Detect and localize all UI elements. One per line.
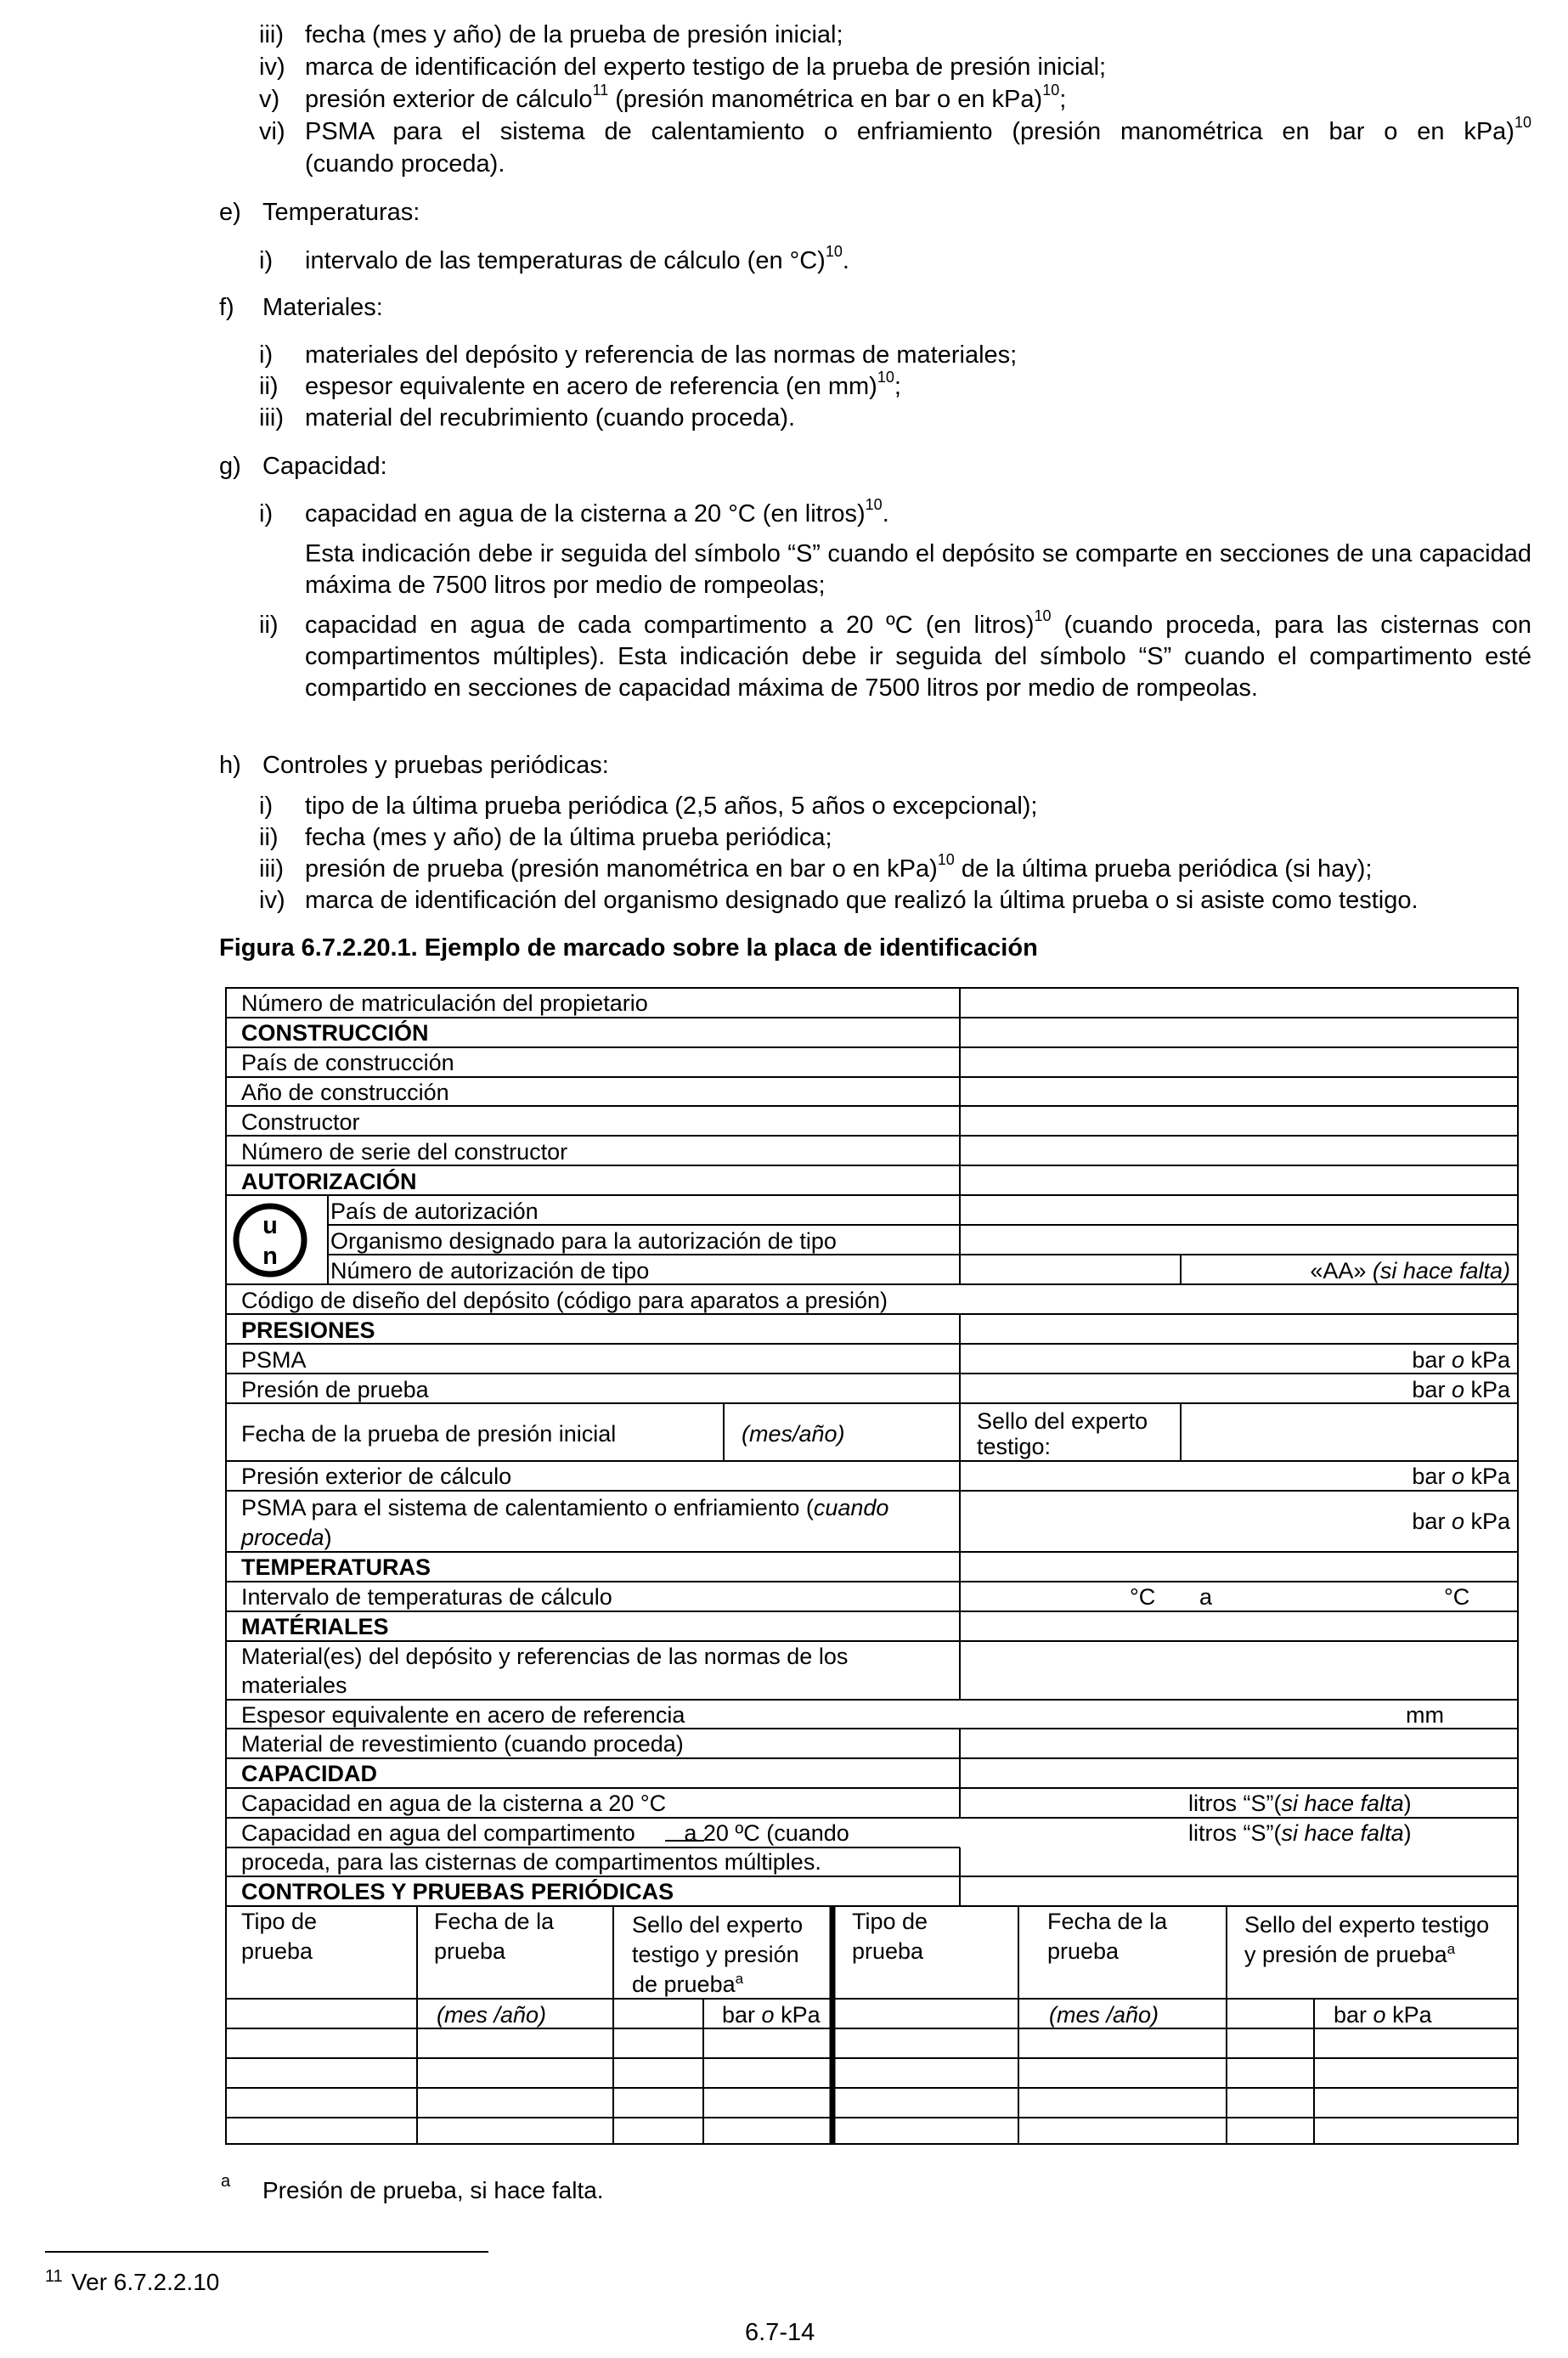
section-letter: h) [219,752,241,779]
section-header: AUTORIZACIÓN [241,1169,417,1194]
un-symbol [236,1206,304,1274]
column-header: Fecha de la [434,1909,555,1934]
unit: bar o kPa [1412,1377,1510,1402]
unit: bar o kPa [1334,2002,1432,2028]
cell-label: Material de revestimiento (cuando proceda) [241,1731,684,1757]
cell-label: PSMA [241,1347,307,1373]
cell-label: Número de matriculación del propietario [241,990,648,1016]
item-number: vi) [259,118,285,145]
cell-label: País de autorización [330,1199,539,1224]
footnote-text: Presión de prueba, si hace falta. [262,2177,604,2203]
unit: bar o kPa [1412,1509,1510,1534]
cell-label: Fecha de la prueba de presión inicial [241,1421,617,1447]
item-note: Esta indicación debe ir seguida del símbolo “S” cuando el depósito se comparte en secciones de una capacidad máxima de 7500 litros por medio de rompeolas; [305,540,1531,599]
unit: litros “S”(si hace falta) [1188,1791,1412,1816]
section-header: MATÉRIALES [241,1614,389,1639]
section-header: CAPACIDAD [241,1761,377,1786]
figure-title: Figura 6.7.2.20.1. Ejemplo de marcado sobre la placa de identificación [219,934,1038,962]
cell-label: Presión de prueba [241,1377,429,1402]
item-number: i) [259,500,274,527]
cell-label: País de construcción [241,1050,454,1075]
item-number: ii) [259,612,279,639]
item-text: fecha (mes y año) de la última prueba periódica; [305,824,832,851]
unit: bar o kPa [722,2002,821,2028]
cell-label: Número de autorización de tipo [330,1258,650,1283]
cell-label: Organismo designado para la autorización de tipo [330,1228,837,1254]
column-header: prueba [241,1938,313,1964]
item-text: PSMA para el sistema de calentamiento o enfriamiento (presión manométrica en bar o en kPa)$^{10}$ [305,114,1531,145]
item-number: iii) [259,855,284,883]
item-number: iv) [259,887,285,914]
column-header: testigo y presión [632,1942,799,1967]
cell-label: Año de construcción [241,1080,449,1105]
cell-label: Constructor [241,1109,360,1135]
section-letter: e) [219,199,241,226]
column-header: de prueba$^a$ [632,1971,744,1997]
section-header: CONSTRUCCIÓN [241,1020,429,1046]
item-number: v) [259,86,280,113]
footnote-text: Ver 6.7.2.2.10 [71,2269,220,2295]
item-text: material del recubrimiento (cuando proceda). [305,404,796,432]
section-header: CONTROLES Y PRUEBAS PERIÓDICAS [241,1879,674,1904]
item-text: capacidad en agua de cada compartimento a 20 ºC (en litros)$^{10}$ (cuando proceda, para las cisternas con compartimentos múltiples). Esta indicación debe ir seguida del símbolo “S” cuando el compartimento esté compartido en secciones de capacidad máxima de 7500 litros por medio de rompeolas. [305,607,1531,702]
footnote-marker: 11 [45,2267,63,2286]
column-header: prueba [852,1938,924,1964]
column-header: Sello del experto testigo [1244,1912,1490,1938]
cell-label: Espesor equivalente en acero de referencia [241,1702,685,1728]
item-text: capacidad en agua de la cisterna a 20 °C (en litros)$^{10}$. [305,496,889,527]
section-heading: Capacidad: [262,453,387,480]
item-number: iii) [259,21,284,48]
section-header: TEMPERATURAS [241,1554,431,1580]
cell-label: Presión exterior de cálculo [241,1464,512,1489]
item-number: iv) [259,54,285,81]
cell-label: materiales [241,1673,347,1698]
cell-value: «AA» (si hace falta) [1310,1258,1510,1283]
column-header: Tipo de [852,1909,928,1934]
cell-label: Sello del experto [977,1408,1148,1434]
cell-label: proceda, para las cisternas de compartimentos múltiples. [241,1849,821,1875]
cell-value: (mes /año) [437,2002,547,2028]
unit: bar o kPa [1412,1347,1510,1373]
column-header: Tipo de [241,1909,318,1934]
item-text: materiales del depósito y referencia de las normas de materiales; [305,341,1018,369]
item-number: i) [259,793,274,820]
cell-label: Código de diseño del depósito (código para aparatos a presión) [241,1288,888,1313]
svg-text:n: n [262,1243,278,1270]
identification-plate [0,968,1568,2158]
footnote-rule [45,2251,488,2253]
unit: litros “S”(si hace falta) [1188,1820,1412,1846]
item-text: espesor equivalente en acero de referencia (en mm)$^{10}$; [305,369,901,400]
unit: a [1199,1584,1213,1610]
column-header: y presión de prueba$^a$ [1244,1941,1456,1967]
column-header: prueba [434,1938,506,1964]
section-heading: Controles y pruebas periódicas: [262,752,609,779]
item-text: marca de identificación del organismo designado que realizó la última prueba o si asiste como testigo. [305,887,1419,914]
item-number: ii) [259,373,279,400]
item-text: tipo de la última prueba periódica (2,5 años, 5 años o excepcional); [305,793,1038,820]
column-header: Sello del experto [632,1912,804,1938]
cell-label: proceda) [241,1525,332,1550]
item-text: presión de prueba (presión manométrica en bar o en kPa)$^{10}$ de la última prueba periódica (si hay); [305,851,1373,883]
cell-label: Material(es) del depósito y referencias de las normas de los [241,1644,849,1669]
cell-label: Capacidad en agua de la cisterna a 20 °C [241,1791,667,1816]
cell-label: Intervalo de temperaturas de cálculo [241,1584,612,1610]
cell-label: testigo: [977,1434,1052,1459]
section-letter: f) [219,294,234,321]
item-text-cont: (cuando proceda). [305,150,505,178]
footnote-marker: a [221,2172,231,2191]
cell-label: Capacidad en agua del compartimento a 20 ºC (cuando [241,1820,849,1846]
cell-value: (mes/año) [742,1421,845,1447]
item-number: iii) [259,404,284,432]
column-header: Fecha de la [1047,1909,1168,1934]
item-number: i) [259,247,274,274]
item-text: fecha (mes y año) de la prueba de presión inicial; [305,21,843,48]
item-number: ii) [259,824,279,851]
column-header: prueba [1047,1938,1120,1964]
item-text: presión exterior de cálculo$^{11}$ (presión manométrica en bar o en kPa)$^{10}$; [305,82,1067,113]
svg-text:u: u [262,1212,278,1239]
page-number: 6.7-14 [745,2319,815,2346]
item-number: i) [259,341,274,369]
section-letter: g) [219,453,241,480]
cell-label: Número de serie del constructor [241,1139,568,1165]
item-text: intervalo de las temperaturas de cálculo (en °C)$^{10}$. [305,243,849,274]
cell-label: PSMA para el sistema de calentamiento o enfriamiento (cuando [241,1495,889,1520]
item-text: marca de identificación del experto testigo de la prueba de presión inicial; [305,54,1107,81]
cell-value: (mes /año) [1049,2002,1159,2028]
section-header: PRESIONES [241,1317,375,1343]
unit: bar o kPa [1412,1464,1510,1489]
unit: °C [1130,1584,1156,1610]
unit: mm [1406,1702,1444,1728]
section-heading: Temperaturas: [262,199,420,226]
section-heading: Materiales: [262,294,383,321]
unit: °C [1444,1584,1470,1610]
